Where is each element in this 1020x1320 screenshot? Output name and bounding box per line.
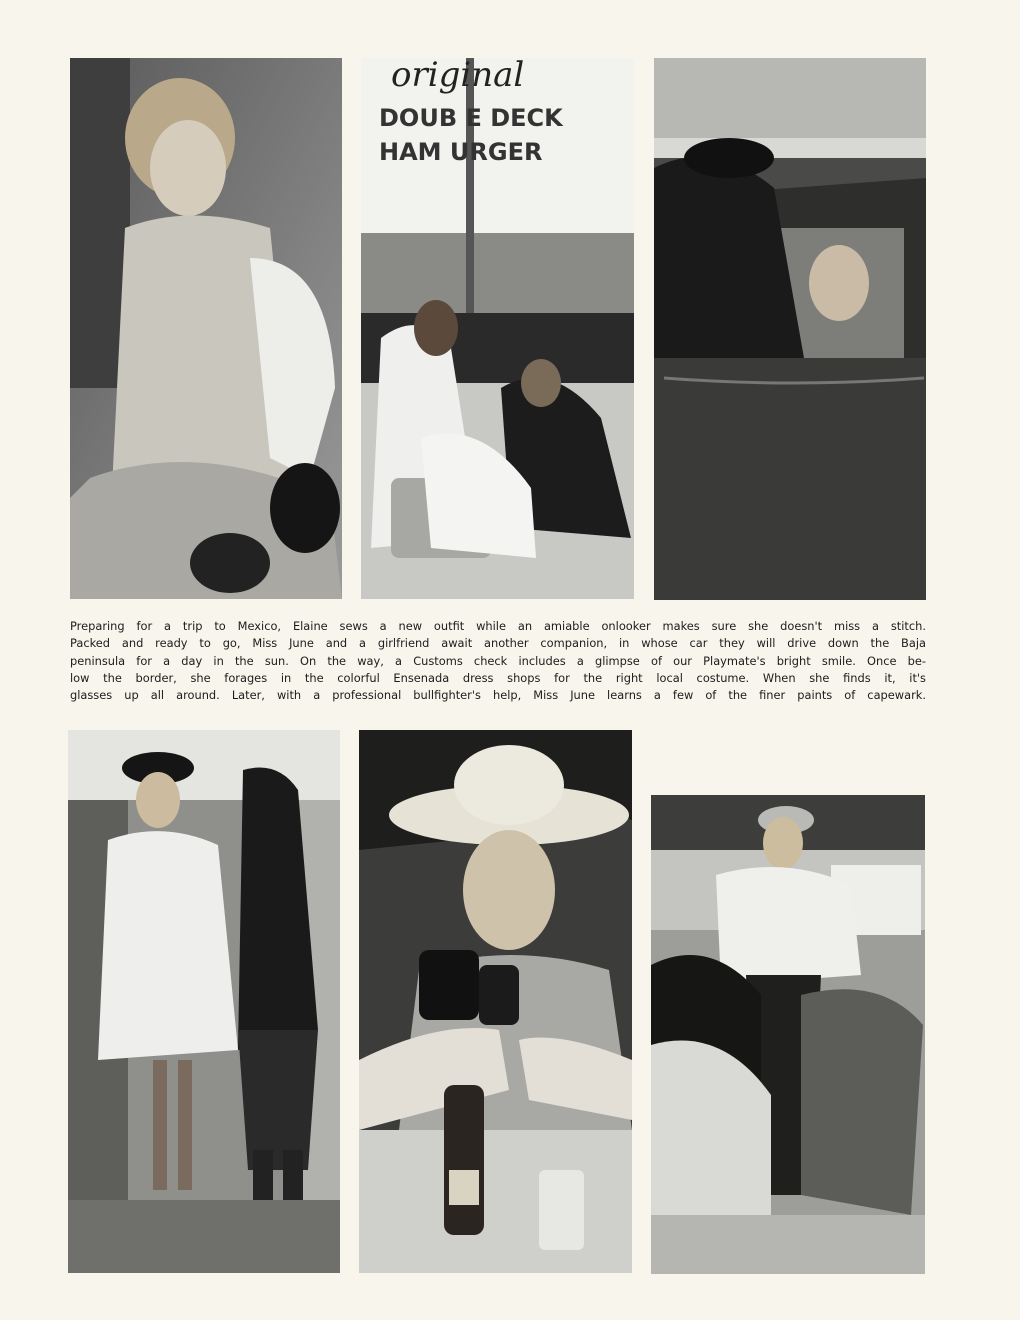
caption-line: peninsula for a day in the sun. On the way, a Customs check includes a glimpse of our Playmate's bright smile. Once be- bbox=[70, 653, 926, 668]
photo-capework bbox=[651, 795, 925, 1274]
photo-dress-shop bbox=[68, 730, 340, 1273]
sign-script: original bbox=[391, 58, 525, 95]
caption-line: low the border, she forages in the colorful Ensenada dress shops for the right local costume. When she finds it, it's bbox=[70, 670, 926, 685]
photo-caption bbox=[70, 618, 926, 704]
photo-hamburger-stand bbox=[361, 58, 634, 599]
photo-customs-check bbox=[654, 58, 926, 600]
caption-line: Packed and ready to go, Miss June and a girlfriend await another companion, in whose car they will drive down the Baja bbox=[70, 636, 926, 651]
sign-line-hamburger: HAM URGER bbox=[379, 138, 543, 166]
sign-line-double-deck: DOUB E DECK bbox=[379, 104, 563, 132]
photo-sewing-with-dog bbox=[70, 58, 342, 599]
caption-line: Preparing for a trip to Mexico, Elaine sews a new outfit while an amiable onlooker makes sure she doesn't miss a stitch. bbox=[70, 619, 926, 633]
photo-glasses-up bbox=[359, 730, 632, 1273]
caption-line: glasses up all around. Later, with a professional bullfighter's help, Miss June learns a few of the finer paints of capewark. bbox=[70, 688, 926, 703]
